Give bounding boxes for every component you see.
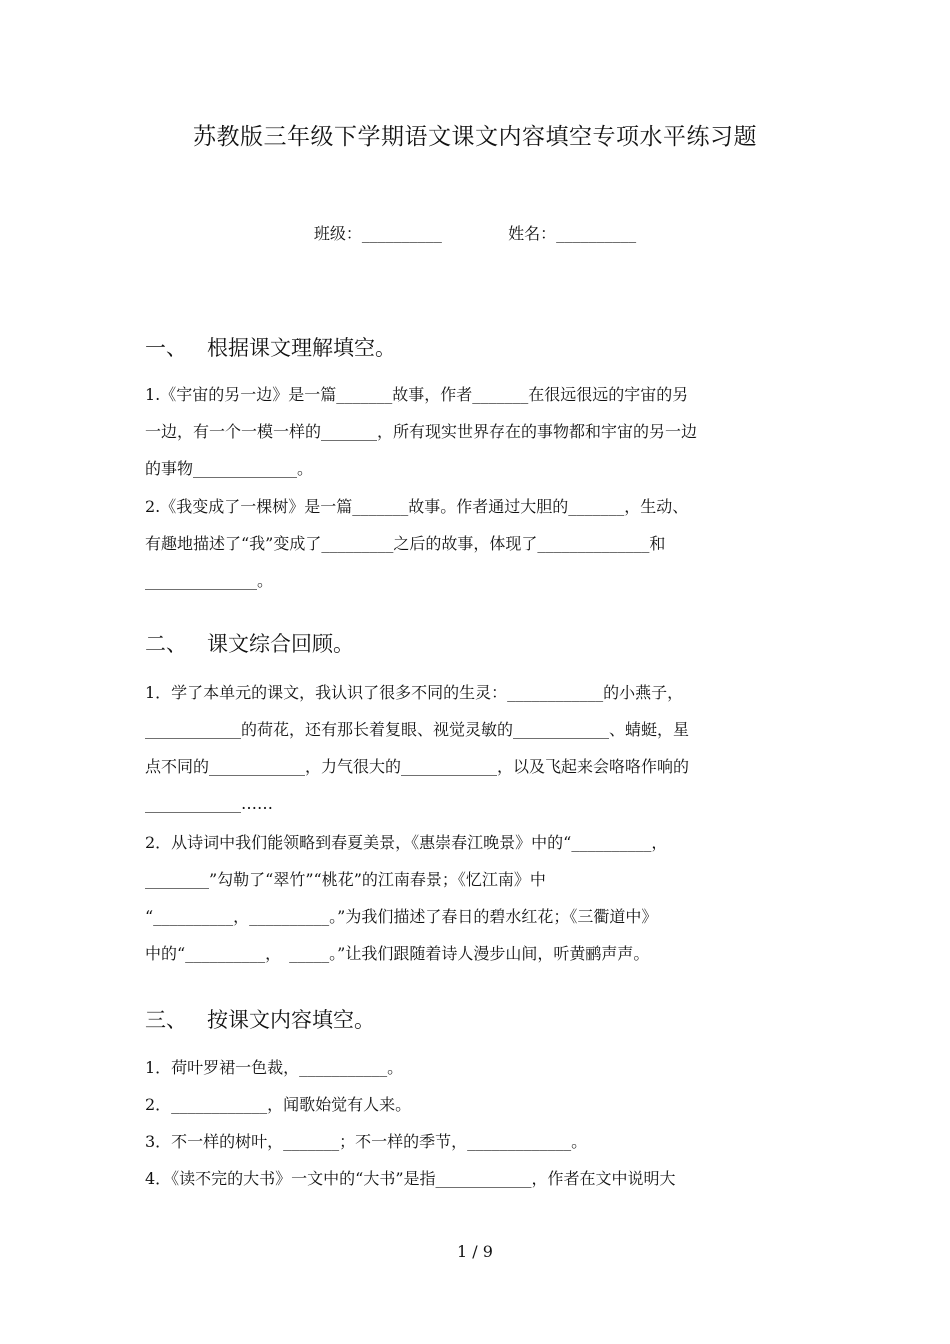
text-line: 的事物_____________。 <box>145 459 314 478</box>
question-2-1 <box>145 674 810 822</box>
section-2-heading <box>145 628 354 658</box>
section-1-heading <box>145 332 396 362</box>
text-line: ____________的荷花，还有那长着复眼、视觉灵敏的____________、蜻蜓，星 <box>145 720 690 739</box>
question-3-3: 3．不一样的树叶，_______；不一样的季节，_____________。 <box>145 1132 588 1151</box>
section-number: 一、 <box>145 336 187 360</box>
question-1-2 <box>145 488 810 599</box>
section-3-heading <box>145 1004 375 1034</box>
text-line: 有趣地描述了“我”变成了_________之后的故事，体现了______________和 <box>145 534 666 553</box>
text-line: 2.《我变成了一棵树》是一篇_______故事。作者通过大胆的_______，生动、 <box>145 497 689 516</box>
text-line: 点不同的____________，力气很大的____________，以及飞起来会咯咯作响的 <box>145 757 690 776</box>
text-line: 2．从诗词中我们能领略到春夏美景，《惠崇春江晚景》中的“__________， <box>145 833 668 852</box>
document-title: 苏教版三年级下学期语文课文内容填空专项水平练习题 <box>193 124 757 150</box>
text-line: 一边，有一个一模一样的_______，所有现实世界存在的事物都和宇宙的另一边 <box>145 422 698 441</box>
text-line: ____________…… <box>145 794 273 813</box>
text-line: ______________。 <box>145 571 274 590</box>
question-1-1 <box>145 376 810 487</box>
question-3-1: 1．荷叶罗裙一色裁，___________。 <box>145 1058 404 1077</box>
student-info-row <box>0 221 950 244</box>
question-3-list <box>145 1049 810 1197</box>
section-title: 按课文内容填空。 <box>207 1008 375 1032</box>
section-title: 根据课文理解填空。 <box>207 336 396 360</box>
section-number: 二、 <box>145 632 187 656</box>
class-field[interactable]: 班级：__________ <box>313 224 442 243</box>
name-field[interactable]: 姓名：__________ <box>508 224 637 243</box>
section-title: 课文综合回顾。 <box>207 632 354 656</box>
question-2-2 <box>145 824 810 972</box>
section-number: 三、 <box>145 1008 187 1032</box>
text-line: “__________，__________。”为我们描述了春日的碧水红花；《三衢道中》 <box>145 907 658 926</box>
text-line: 中的“__________， _____。”让我们跟随着诗人漫步山间，听黄鹂声声。 <box>145 944 650 963</box>
text-line: ________”勾勒了“翠竹”“桃花”的江南春景；《忆江南》中 <box>145 870 546 889</box>
text-line: 1.《宇宙的另一边》是一篇_______故事，作者_______在很远很远的宇宙的另 <box>145 385 689 404</box>
text-line: 1．学了本单元的课文，我认识了很多不同的生灵：____________的小燕子， <box>145 683 684 702</box>
page-number: 1 / 9 <box>457 1242 493 1261</box>
question-3-4: 4．《读不完的大书》一文中的“大书”是指____________，作者在文中说明大 <box>145 1169 676 1188</box>
question-3-2: 2．____________，闻歌始觉有人来。 <box>145 1095 412 1114</box>
